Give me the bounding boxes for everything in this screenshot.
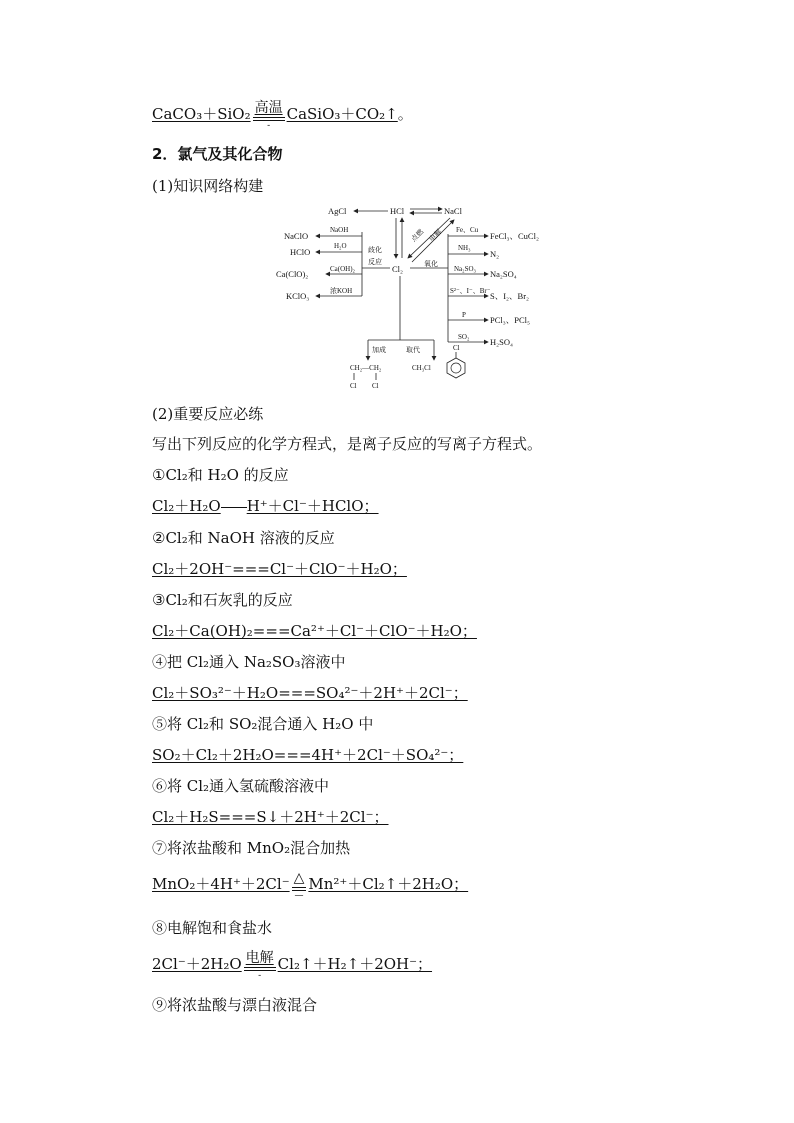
agcl-label: AgCl (328, 206, 347, 216)
left-reagent-1: H₂O (334, 242, 347, 250)
question-8: ⑧电解饱和食盐水 (152, 919, 273, 937)
heat-condition: △ — (293, 870, 305, 901)
instruction-text: 写出下列反应的化学方程式，是离子反应的写离子方程式。 (152, 435, 543, 453)
right-product-3: S、I₂、Br₂ (490, 291, 529, 301)
right-reagent-2: Na₂SO₃ (454, 265, 476, 273)
answer-6: Cl₂＋H₂S===S↓＋2H⁺＋2Cl⁻； (152, 808, 389, 826)
subheading-network: (1)知识网络构建 (152, 177, 264, 195)
left-reagent-0: NaOH (330, 226, 349, 234)
answer-1: Cl₂＋H₂O H⁺＋Cl⁻＋HClO； (152, 497, 379, 515)
addition-cl-right: Cl (372, 382, 379, 390)
electrolysis-condition: 电解 - (245, 950, 274, 981)
answer-7: MnO₂＋4H⁺＋2Cl⁻ △ — Mn²⁺＋Cl₂↑＋2H₂O； (152, 870, 469, 901)
addition-product: CH₂—CH₂ (350, 364, 382, 372)
disproportionation-label: 歧化 (368, 246, 382, 254)
left-product-0: NaClO (284, 231, 309, 241)
section-heading: 2．氯气及其化合物 (152, 145, 283, 163)
question-5: ⑤将 Cl₂和 SO₂混合通入 H₂O 中 (152, 715, 374, 733)
right-product-2: Na₂SO₄ (490, 269, 517, 279)
right-reagent-0: Fe、Cu (456, 226, 479, 234)
right-reagent-5: SO₂ (458, 333, 470, 341)
question-7: ⑦将浓盐酸和 MnO₂混合加热 (152, 839, 351, 857)
answer-5: SO₂＋Cl₂＋2H₂O===4H⁺＋2Cl⁻＋SO₄²⁻； (152, 746, 464, 764)
left-reagent-2: Ca(OH)₂ (330, 265, 355, 273)
right-product-1: N₂ (490, 249, 500, 259)
reaction-condition: 高温 - (254, 100, 283, 131)
question-3: ③Cl₂和石灰乳的反应 (152, 591, 293, 609)
question-4: ④把 Cl₂通入 Na₂SO₃溶液中 (152, 653, 346, 671)
benzene-ring (447, 358, 465, 378)
chlorine-knowledge-diagram (272, 200, 564, 392)
substitution-label: 取代 (406, 346, 420, 354)
answer-8: 2Cl⁻＋2H₂O 电解 - Cl₂↑＋H₂↑＋2OH⁻； (152, 950, 433, 981)
nacl-label: NaCl (444, 206, 462, 216)
right-product-0: FeCl₃、CuCl₂ (490, 231, 539, 241)
left-product-3: KClO₃ (286, 291, 310, 301)
question-2: ②Cl₂和 NaOH 溶液的反应 (152, 529, 335, 547)
addition-label: 加成 (372, 346, 386, 354)
equation-left: CaCO₃＋SiO₂ (152, 105, 251, 123)
left-product-1: HClO (290, 247, 311, 257)
right-reagent-3: S²⁻、I⁻、Br⁻ (450, 287, 491, 295)
substitution-product: CH₃Cl (412, 364, 431, 372)
reaction-label: 反应 (368, 258, 382, 266)
right-reagent-4: P (462, 311, 466, 319)
right-product-5: H₂SO₄ (490, 337, 513, 347)
addition-cl-left: Cl (350, 382, 357, 390)
hcl-label: HCl (390, 206, 405, 216)
left-reagent-3: 浓KOH (330, 287, 353, 295)
subheading-reactions: (2)重要反应必练 (152, 405, 264, 423)
question-1: ①Cl₂和 H₂O 的反应 (152, 466, 289, 484)
ignition-label: 点燃 (409, 227, 426, 244)
oxidation-label: 氧化 (424, 260, 438, 268)
benzene-cl: Cl (453, 344, 460, 352)
question-9: ⑨将浓盐酸与漂白液混合 (152, 996, 318, 1014)
left-product-2: Ca(ClO)₂ (276, 269, 309, 279)
equation-caco3: CaCO₃＋SiO₂ 高温 - CaSiO₃＋CO₂↑。 (152, 100, 413, 131)
right-reagent-1: NH₃ (458, 244, 471, 252)
answer-3: Cl₂＋Ca(OH)₂===Ca²⁺＋Cl⁻＋ClO⁻＋H₂O； (152, 622, 477, 640)
answer-2: Cl₂＋2OH⁻===Cl⁻＋ClO⁻＋H₂O； (152, 560, 407, 578)
answer-4: Cl₂＋SO₃²⁻＋H₂O===SO₄²⁻＋2H⁺＋2Cl⁻； (152, 684, 468, 702)
right-product-4: PCl₃、PCl₅ (490, 315, 530, 325)
equation-right: CaSiO₃＋CO₂↑ (286, 105, 398, 123)
question-6: ⑥将 Cl₂通入氢硫酸溶液中 (152, 777, 330, 795)
cl2-center: Cl₂ (392, 264, 403, 274)
electrolysis-label: 电解 (427, 227, 444, 244)
